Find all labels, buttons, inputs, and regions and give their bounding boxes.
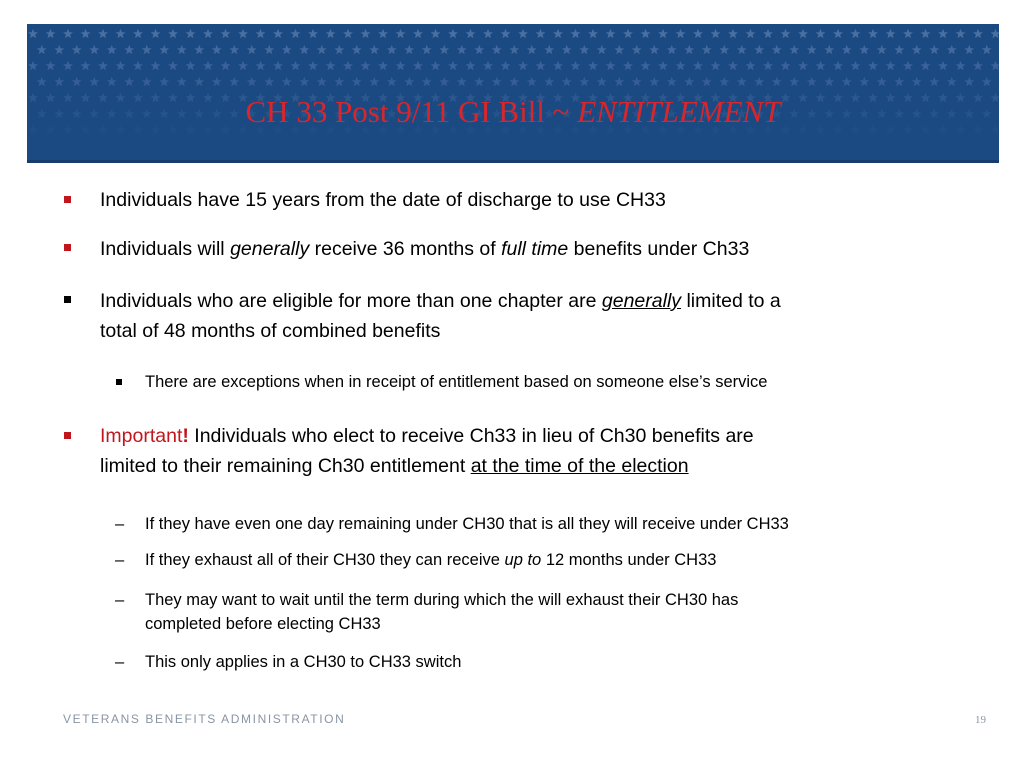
dash-marker: – — [115, 551, 125, 569]
bullet-marker — [64, 432, 71, 439]
title-emphasis: ENTITLEMENT — [577, 94, 781, 129]
bullet-emphasis: generally — [230, 238, 310, 260]
dash-item-1 — [145, 512, 975, 536]
bullet-item-1 — [100, 185, 980, 215]
dash-marker: – — [115, 653, 125, 671]
page-number: 19 — [975, 714, 986, 726]
bullet-marker — [64, 244, 71, 251]
dash-text: They may want to wait until the term during which the will exhaust their CH30 has — [145, 591, 739, 609]
bullet-text: limited to their remaining Ch30 entitlement — [100, 455, 471, 477]
dash-item-4 — [145, 650, 975, 674]
bullet-item-3 — [100, 286, 980, 346]
bullet-text: benefits under Ch33 — [568, 238, 750, 260]
dash-item-2 — [145, 548, 975, 572]
sub-bullet-text: There are exceptions when in receipt of entitlement based on someone else’s service — [145, 373, 768, 391]
important-exclamation: ! — [182, 425, 189, 447]
bullet-emphasis: full time — [501, 238, 569, 260]
bullet-text: receive 36 months of — [309, 238, 502, 260]
bullet-marker — [64, 296, 71, 303]
bullet-underlined: at the time of the election — [470, 455, 689, 477]
slide-title — [27, 92, 999, 132]
bullet-text: Individuals who elect to receive Ch33 in lieu of Ch30 benefits are — [188, 425, 754, 447]
banner-edge — [27, 160, 999, 163]
important-label: Important — [100, 425, 183, 447]
sub-bullet-marker — [116, 379, 122, 385]
dash-text: completed before electing CH33 — [145, 615, 381, 633]
bullet-text: Individuals have 15 years from the date of discharge to use CH33 — [100, 189, 666, 211]
dash-marker: – — [115, 591, 125, 609]
dash-text: If they exhaust all of their CH30 they can receive — [145, 551, 505, 569]
sub-bullet-item — [145, 370, 975, 394]
dash-marker: – — [115, 515, 125, 533]
bullet-item-2 — [100, 234, 980, 264]
bullet-text: Individuals who are eligible for more than one chapter are — [100, 290, 602, 312]
dash-item-3 — [145, 588, 975, 636]
dash-text: If they have even one day remaining under CH30 that is all they will receive under CH33 — [145, 515, 789, 533]
dash-text: 12 months under CH33 — [541, 551, 717, 569]
dash-text: This only applies in a CH30 to CH33 switch — [145, 653, 462, 671]
dash-emphasis: up to — [504, 551, 542, 569]
bullet-item-4 — [100, 421, 980, 481]
bullet-text: total of 48 months of combined benefits — [100, 320, 441, 342]
bullet-marker — [64, 196, 71, 203]
bullet-text: limited to a — [681, 290, 781, 312]
footer-org: VETERANS BENEFITS ADMINISTRATION — [63, 712, 346, 726]
title-main: CH 33 Post 9/11 GI Bill ~ — [245, 94, 578, 129]
bullet-text: Individuals will — [100, 238, 231, 260]
bullet-emphasis: generally — [601, 290, 682, 312]
